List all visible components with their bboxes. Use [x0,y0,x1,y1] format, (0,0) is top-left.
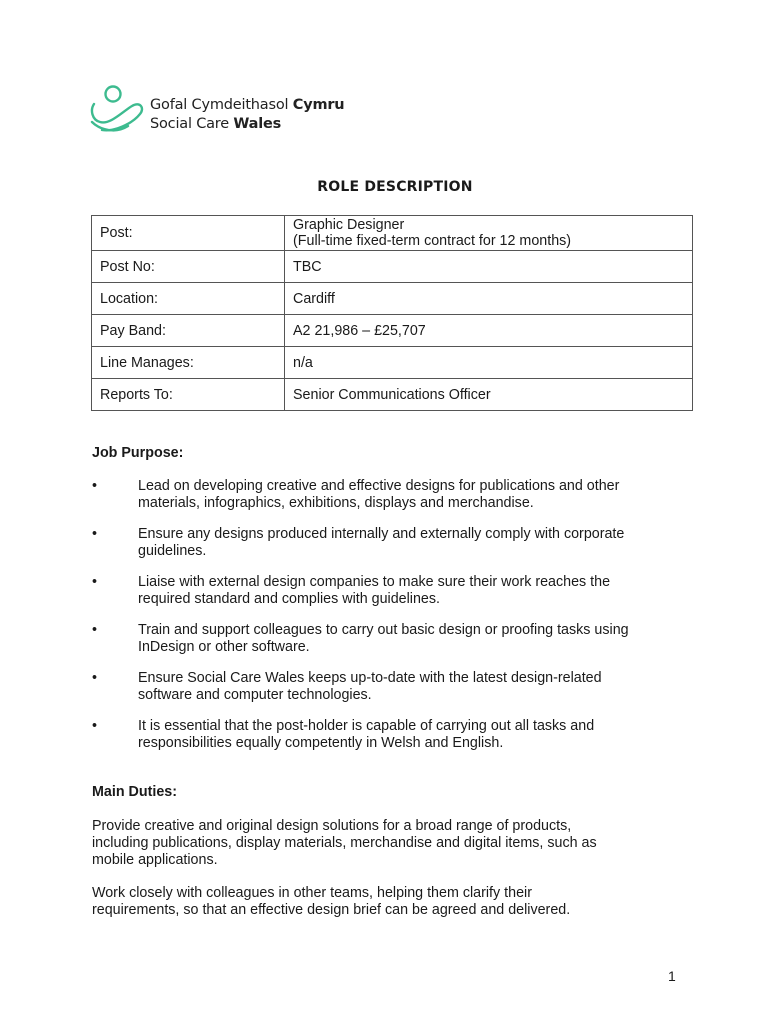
list-item-line: responsibilities equally competently in Welsh and English. [138,735,504,751]
bullet-icon: • [92,718,98,734]
list-item [92,574,692,608]
list-item [92,478,692,512]
list-item-line: It is essential that the post-holder is capable of carrying out all tasks and [138,718,595,734]
bullet-icon: • [92,478,98,494]
main-duties-paragraph-1 [92,818,682,869]
bullet-icon: • [92,622,98,638]
job-purpose-list [92,478,692,766]
list-item-line: Lead on developing creative and effective designs for publications and other [138,478,620,494]
list-item-line: required standard and complies with guidelines. [138,591,441,607]
row-key: Pay Band: [92,315,285,347]
list-item-line: guidelines. [138,543,207,559]
row-key: Post No: [92,251,285,283]
table-row [92,216,693,251]
logo-line2-bold: Wales [233,116,282,132]
bullet-icon: • [92,670,98,686]
table-row [92,315,693,347]
row-value-line: (Full-time fixed-term contract for 12 months) [293,233,572,249]
page-number: 1 [668,968,676,984]
logo-line2-regular: Social Care [150,116,234,132]
logo-line1-bold: Cymru [292,97,345,113]
row-key: Line Manages: [92,347,285,379]
row-key: Reports To: [92,379,285,411]
paragraph-line: requirements, so that an effective design brief can be agreed and delivered. [92,902,571,918]
document-title: ROLE DESCRIPTION [317,179,473,195]
organisation-logo [88,82,358,138]
paragraph-line: including publications, display materials, merchandise and digital items, such as [92,835,597,851]
logo-mark-icon [88,82,148,138]
list-item [92,670,692,704]
paragraph-line: Provide creative and original design solutions for a broad range of products, [92,818,572,834]
paragraph-line: Work closely with colleagues in other teams, helping them clarify their [92,885,532,901]
table-row [92,283,693,315]
list-item-line: Ensure any designs produced internally and externally comply with corporate [138,526,625,542]
main-duties-paragraph-2 [92,885,682,919]
row-key: Location: [92,283,285,315]
list-item [92,718,692,752]
list-item [92,622,692,656]
list-item-line: Ensure Social Care Wales keeps up-to-date with the latest design-related [138,670,602,686]
list-item-line: materials, infographics, exhibitions, displays and merchandise. [138,495,534,511]
bullet-icon: • [92,574,98,590]
row-value-line: Graphic Designer [293,217,405,233]
table-row [92,379,693,411]
role-table [91,215,693,411]
list-item-line: Liaise with external design companies to make sure their work reaches the [138,574,611,590]
main-duties-heading: Main Duties: [92,784,177,800]
logo-wordmark [150,96,344,134]
logo-line1-regular: Gofal Cymdeithasol [150,97,293,113]
paragraph-line: mobile applications. [92,852,218,868]
list-item-line: InDesign or other software. [138,639,310,655]
bullet-icon: • [92,526,98,542]
row-value: n/a [285,347,693,379]
row-value [285,216,693,251]
list-item [92,526,692,560]
table-row [92,251,693,283]
row-value: A2 21,986 – £25,707 [285,315,693,347]
list-item-line: software and computer technologies. [138,687,372,703]
table-row [92,347,693,379]
row-key: Post: [92,216,285,251]
list-item-line: Train and support colleagues to carry out basic design or proofing tasks using [138,622,629,638]
row-value: TBC [285,251,693,283]
job-purpose-heading: Job Purpose: [92,445,184,461]
row-value: Cardiff [285,283,693,315]
row-value: Senior Communications Officer [285,379,693,411]
